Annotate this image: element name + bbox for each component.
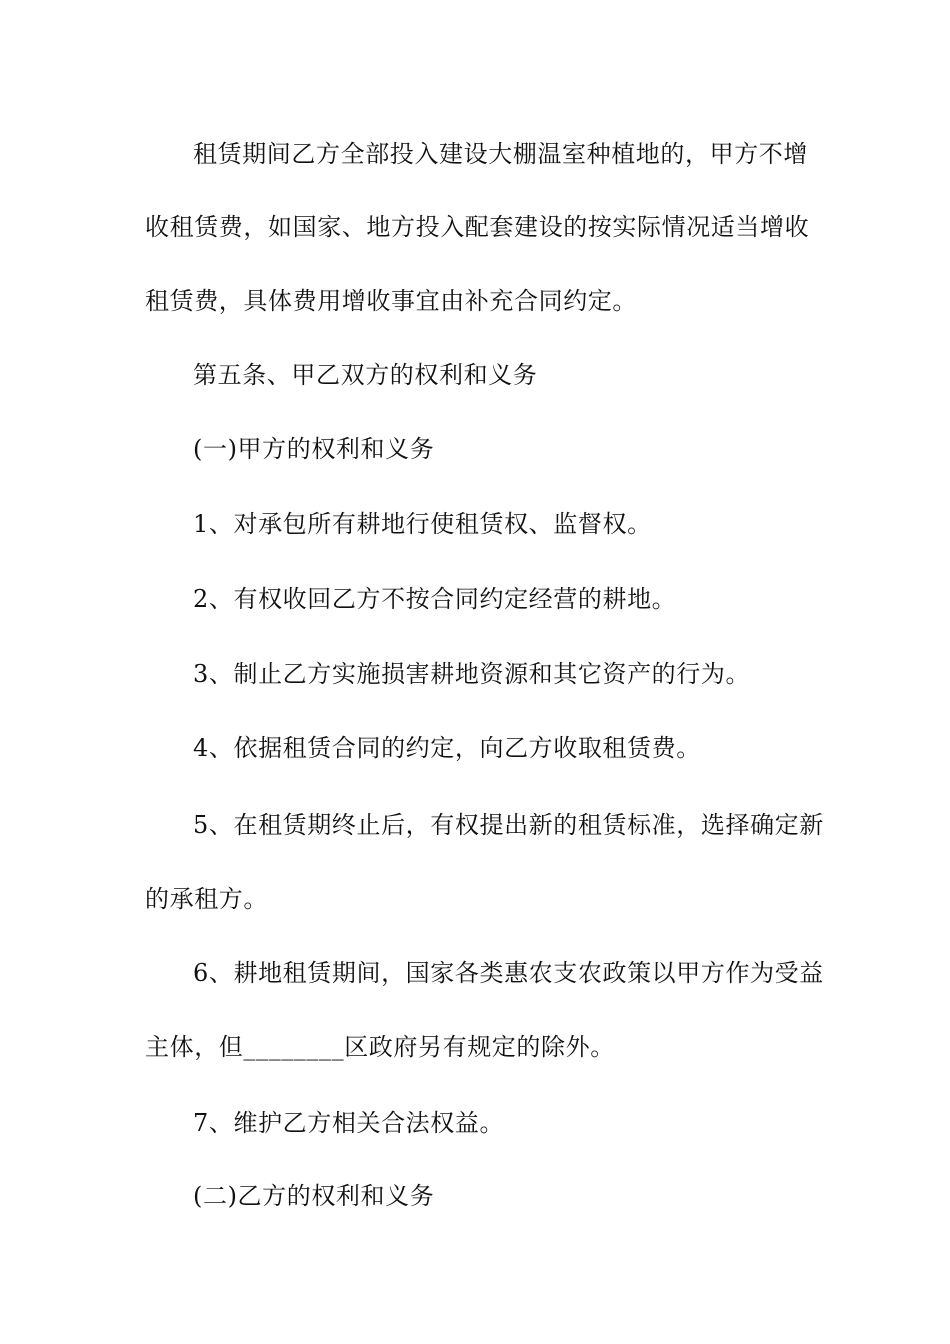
item-2: 2、有权收回乙方不按合同约定经营的耕地。 (193, 585, 677, 613)
paragraph-rental-line-1: 租赁期间乙方全部投入建设大棚温室种植地的，甲方不增 (193, 140, 808, 168)
section-party-b-heading: (二)乙方的权利和义务 (193, 1182, 435, 1210)
item-1: 1、对承包所有耕地行使租赁权、监督权。 (193, 510, 652, 538)
item-5-line-2: 的承租方。 (145, 885, 268, 913)
item-3: 3、制止乙方实施损害耕地资源和其它资产的行为。 (193, 660, 751, 688)
paragraph-rental-line-2: 收租赁费，如国家、地方投入配套建设的按实际情况适当增收 (145, 213, 810, 241)
item-6-line-1: 6、耕地租赁期间，国家各类惠农支农政策以甲方作为受益 (193, 959, 824, 987)
item-7: 7、维护乙方相关合法权益。 (193, 1109, 505, 1137)
article-five-heading: 第五条、甲乙双方的权利和义务 (193, 361, 538, 389)
paragraph-rental-line-3: 租赁费，具体费用增收事宜由补充合同约定。 (145, 287, 637, 315)
item-6-line-2: 主体，但________区政府另有规定的除外。 (145, 1033, 615, 1061)
item-5-line-1: 5、在租赁期终止后，有权提出新的租赁标准，选择确定新 (193, 811, 824, 839)
item-4: 4、依据租赁合同的约定，向乙方收取租赁费。 (193, 734, 701, 762)
section-party-a-heading: (一)甲方的权利和义务 (193, 435, 435, 463)
